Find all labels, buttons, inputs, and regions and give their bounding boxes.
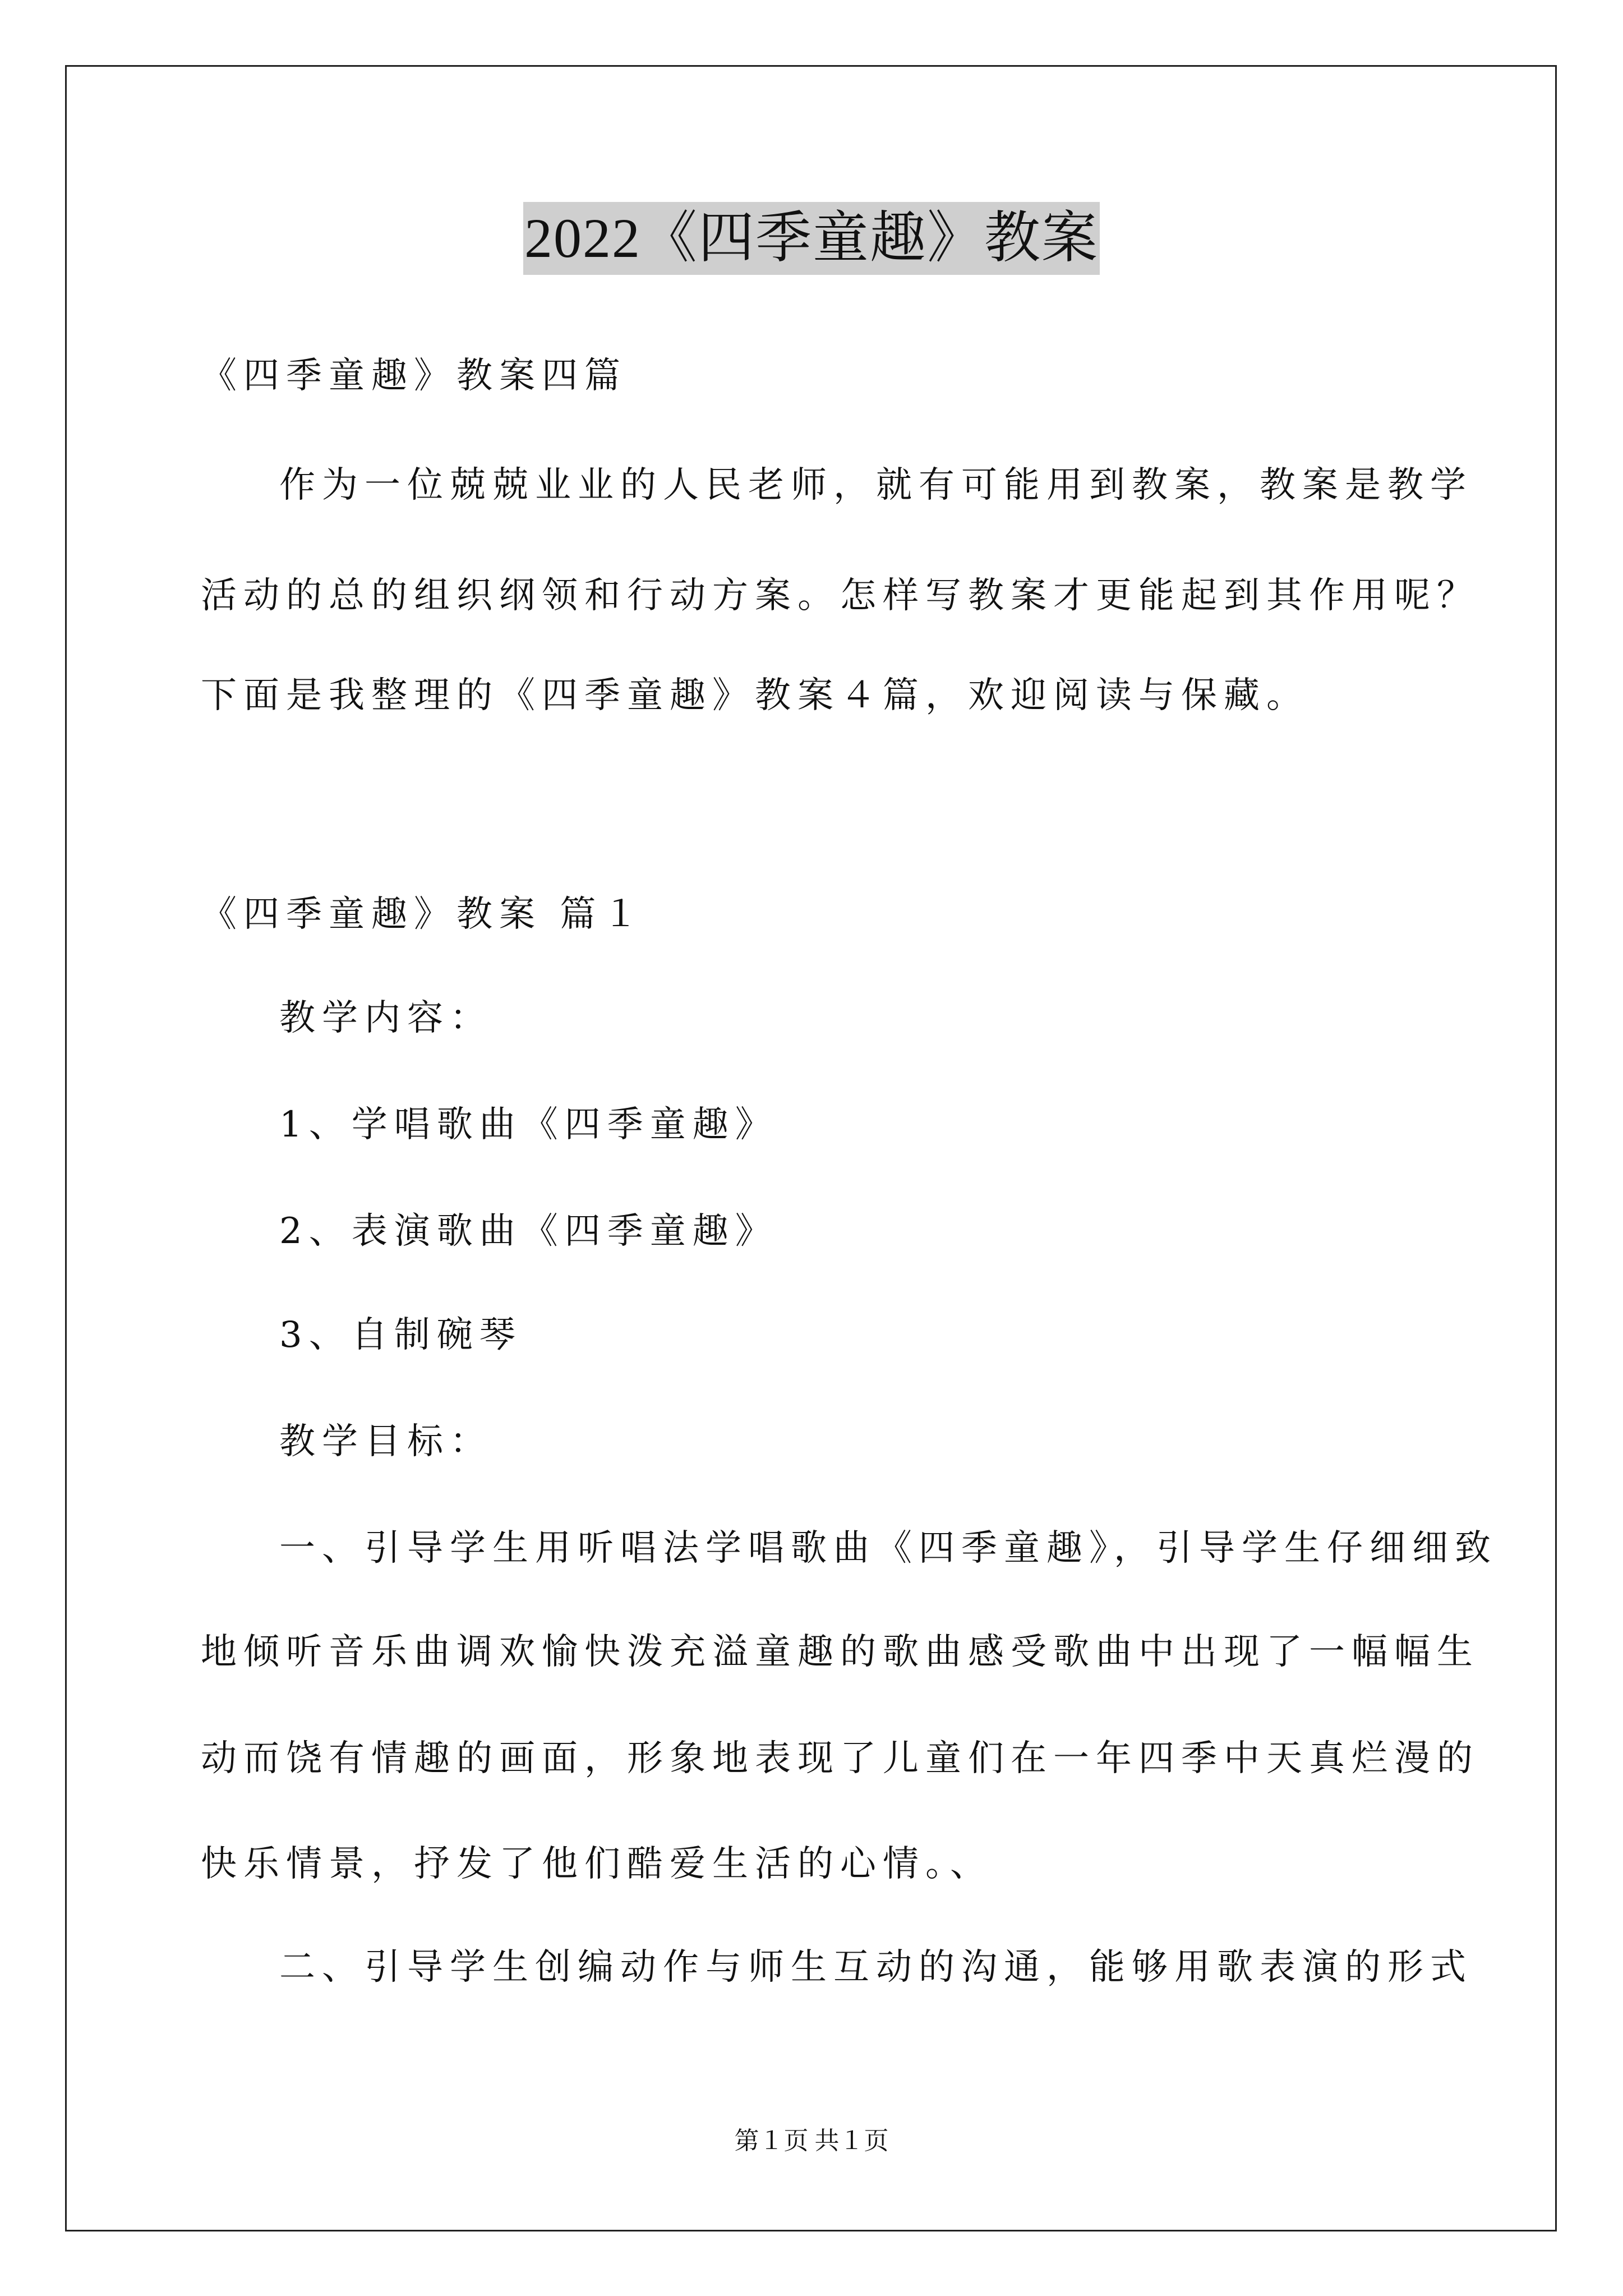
goal-one-line-4: 快乐情景，抒发了他们酷爱生活的心情。、 [201, 1843, 993, 1885]
goal-one-line-3: 动而饶有情趣的画面，形象地表现了儿童们在一年四季中天真烂漫的 [201, 1738, 1479, 1779]
content-heading: 教学内容： [279, 997, 492, 1039]
content-item-2: 2、表演歌曲《四季童趣》 [279, 1211, 778, 1252]
page-footer: 第１页 共１页 [734, 2127, 889, 2155]
document-title: 2022《四季童趣》教案 [523, 202, 1100, 275]
section-heading: 《四季童趣》教案 篇１ [201, 894, 645, 935]
goal-one-line-2: 地倾听音乐曲调欢愉快泼充溢童趣的歌曲感受歌曲中出现了一幅幅生 [201, 1631, 1479, 1673]
content-item-1: 1、学唱歌曲《四季童趣》 [279, 1104, 778, 1145]
goals-heading: 教学目标： [279, 1421, 492, 1462]
goal-one-line-1: 一、引导学生用听唱法学唱歌曲《四季童趣》，引导学生仔细细致 [279, 1527, 1497, 1569]
document-subtitle: 《四季童趣》教案四篇 [201, 355, 627, 397]
intro-line-1: 作为一位兢兢业业的人民老师，就有可能用到教案，教案是教学 [279, 464, 1473, 506]
intro-line-3: 下面是我整理的《四季童趣》教案４篇，欢迎阅读与保藏。 [201, 675, 1309, 716]
intro-line-2: 活动的总的组织纲领和行动方案。怎样写教案才更能起到其作用呢？ [201, 575, 1479, 616]
goal-two-line-1: 二、引导学生创编动作与师生互动的沟通，能够用歌表演的形式 [279, 1947, 1473, 1988]
content-item-3: 3、自制碗琴 [279, 1314, 522, 1356]
title-container [0, 202, 1623, 275]
